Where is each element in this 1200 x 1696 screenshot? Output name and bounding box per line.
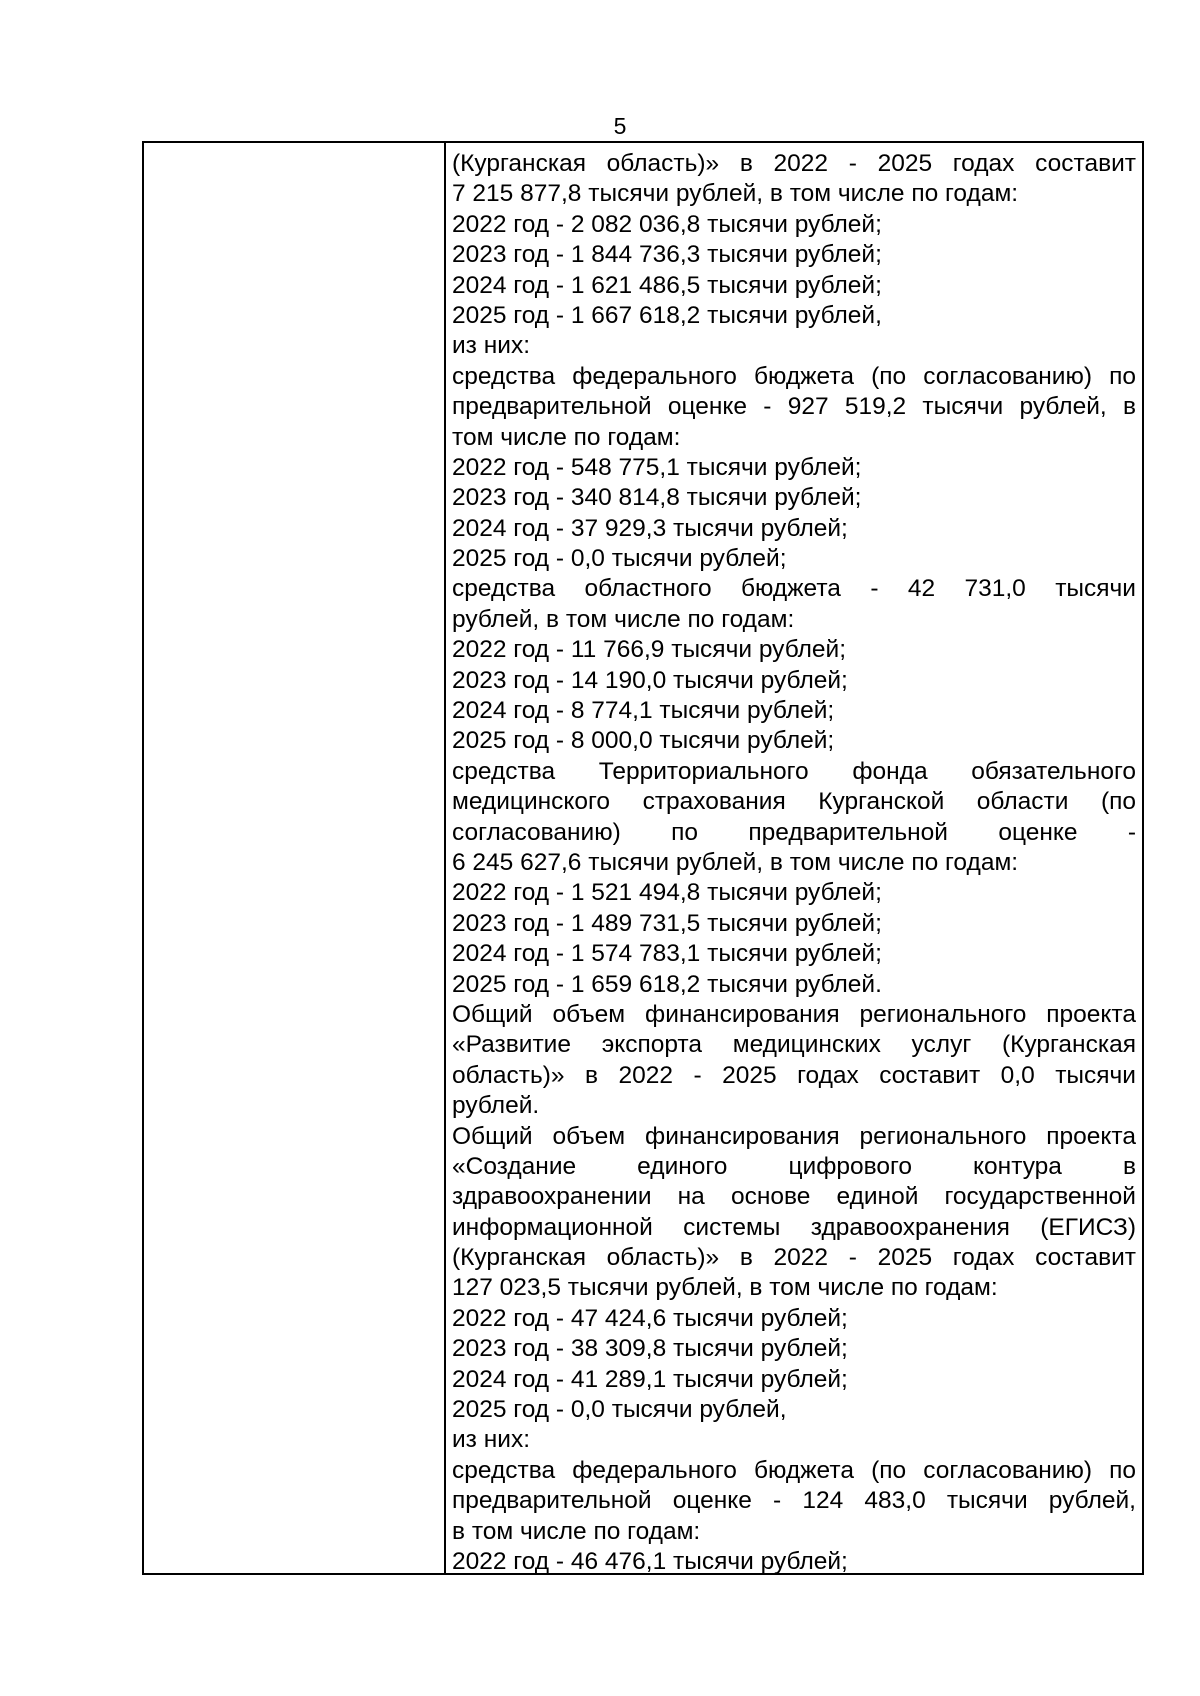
text-line: 2023 год - 1 489 731,5 тысячи рублей;	[452, 909, 882, 937]
text-line: 2022 год - 11 766,9 тысячи рублей;	[452, 636, 847, 664]
text-line: 2022 год - 1 521 494,8 тысячи рублей;	[452, 879, 882, 907]
text-line: Общий объем финансирования регионального проекта	[452, 1122, 1136, 1150]
text-line: медицинского страхования Курганской области (по	[452, 788, 1136, 816]
text-line: Общий объем финансирования регионального проекта	[452, 1000, 1136, 1028]
text-line: 2023 год - 14 190,0 тысячи рублей;	[452, 666, 848, 694]
text-line: здравоохранении на основе единой государственной	[452, 1183, 1136, 1211]
text-line: 2025 год - 1 659 618,2 тысячи рублей.	[452, 970, 882, 998]
text-line: область)» в 2022 - 2025 годах составит 0,0 тысячи	[452, 1061, 1136, 1089]
text-line: 2022 год - 47 424,6 тысячи рублей;	[452, 1304, 848, 1332]
text-line: средства Территориального фонда обязательного	[452, 757, 1136, 785]
text-line: 2023 год - 38 309,8 тысячи рублей;	[452, 1335, 848, 1363]
text-line: (Курганская область)» в 2022 - 2025 годах составит	[452, 150, 1136, 177]
text-line: согласованию) по предварительной оценке -	[452, 818, 1136, 846]
text-line: средства областного бюджета - 42 731,0 тысячи	[452, 575, 1136, 603]
text-line: 2022 год - 46 476,1 тысячи рублей;	[452, 1547, 848, 1573]
table-right-cell	[446, 143, 1142, 1573]
document-table	[142, 141, 1144, 1575]
text-line: «Развитие экспорта медицинских услуг (Курганская	[452, 1031, 1136, 1059]
text-line: 2024 год - 37 929,3 тысячи рублей;	[452, 514, 848, 542]
page-number: 5	[613, 113, 627, 139]
text-line: 2023 год - 340 814,8 тысячи рублей;	[452, 484, 862, 512]
text-line: 2022 год - 2 082 036,8 тысячи рублей;	[452, 210, 882, 238]
text-line: 127 023,5 тысячи рублей, в том числе по годам:	[452, 1274, 998, 1302]
text-line: информационной системы здравоохранения (ЕГИСЗ)	[452, 1213, 1136, 1241]
text-line: 2025 год - 1 667 618,2 тысячи рублей,	[452, 301, 882, 329]
text-line: «Создание единого цифрового контура в	[452, 1152, 1136, 1180]
text-line: 2025 год - 8 000,0 тысячи рублей;	[452, 727, 835, 755]
text-line: из них:	[452, 1426, 530, 1454]
text-line: 2024 год - 1 574 783,1 тысячи рублей;	[452, 940, 882, 968]
text-line: средства федерального бюджета (по согласованию) по	[452, 362, 1136, 390]
text-line: 2022 год - 548 775,1 тысячи рублей;	[452, 453, 862, 481]
text-line: рублей, в том числе по годам:	[452, 605, 795, 633]
table-left-cell	[144, 143, 446, 1573]
text-line: предварительной оценке - 124 483,0 тысячи рублей,	[452, 1487, 1136, 1515]
text-line: том числе по годам:	[452, 423, 681, 451]
text-line: 2025 год - 0,0 тысячи рублей;	[452, 545, 787, 573]
text-line: 7 215 877,8 тысячи рублей, в том числе по годам:	[452, 180, 1019, 208]
text-line: рублей.	[452, 1092, 540, 1120]
text-line: 6 245 627,6 тысячи рублей, в том числе по годам:	[452, 848, 1019, 876]
text-line: средства федерального бюджета (по согласованию) по	[452, 1456, 1136, 1484]
text-line: предварительной оценке - 927 519,2 тысячи рублей, в	[452, 393, 1136, 421]
text-line: 2024 год - 8 774,1 тысячи рублей;	[452, 697, 835, 725]
text-line: 2024 год - 1 621 486,5 тысячи рублей;	[452, 271, 882, 299]
text-line: 2023 год - 1 844 736,3 тысячи рублей;	[452, 241, 882, 269]
text-line: 2025 год - 0,0 тысячи рублей,	[452, 1396, 787, 1424]
text-line: в том числе по годам:	[452, 1517, 701, 1545]
text-line: 2024 год - 41 289,1 тысячи рублей;	[452, 1365, 848, 1393]
text-line: из них:	[452, 332, 530, 360]
text-line: (Курганская область)» в 2022 - 2025 годах составит	[452, 1244, 1136, 1272]
